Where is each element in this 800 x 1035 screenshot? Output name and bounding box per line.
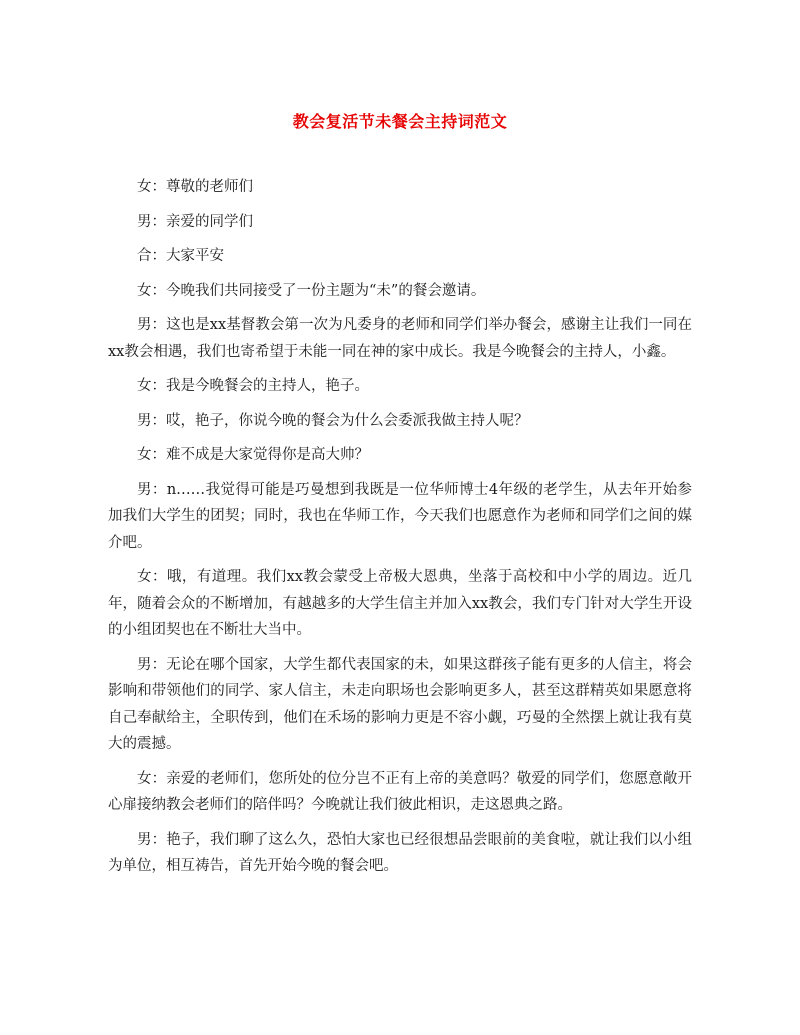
paragraph: 男：无论在哪个国家，大学生都代表国家的未，如果这群孩子能有更多的人信主，将会影响和带领他们的同学、家人信主，未走向职场也会影响更多人，甚至这群精英如果愿意将自己奉献给主，全职传到，他们在禾场的影响力更是不容小觑，巧曼的全然摆上就让我有莫大的震撼。 xyxy=(108,656,692,752)
paragraph: 女：难不成是大家觉得你是高大帅？ xyxy=(137,447,369,463)
paragraph: 男：哎，艳子，你说今晚的餐会为什么会委派我做主持人呢？ xyxy=(137,412,529,429)
paragraph: 女：我是今晚餐会的主持人，艳子。 xyxy=(137,378,369,394)
paragraph: 女：哦，有道理。我们xx教会蒙受上帝极大恩典，坐落于高校和中小学的周边。近几年，随着会众的不断增加，有越越多的大学生信主并加入xx教会，我们专门针对大学生开设的小组团契也在不断壮大当中。 xyxy=(108,569,692,638)
document-title: 教会复活节未餐会主持词范文 xyxy=(292,112,508,131)
paragraph: 女：今晚我们共同接受了一份主题为“未”的餐会邀请。 xyxy=(137,282,486,299)
paragraph: 女：尊敬的老师们 xyxy=(137,179,253,195)
paragraph: 女：亲爱的老师们，您所处的位分岂不正有上帝的美意吗？敬爱的同学们，您愿意敞开心扉接纳教会老师们的陪伴吗？今晚就让我们彼此相识，走这恩典之路。 xyxy=(108,770,692,813)
paragraph: 男：这也是xx基督教会第一次为凡委身的老师和同学们举办餐会，感谢主让我们一同在xx教会相遇，我们也寄希望于未能一同在神的家中成长。我是今晚餐会的主持人，小鑫。 xyxy=(108,317,692,360)
document-body xyxy=(108,174,692,888)
paragraph: 合：大家平安 xyxy=(137,248,224,264)
paragraph: 男：亲爱的同学们 xyxy=(137,213,253,230)
paragraph: 男：n……我觉得可能是巧曼想到我既是一位华师博士4年级的老学生，从去年开始参加我们大学生的团契；同时，我也在华师工作，今天我们也愿意作为老师和同学们之间的媒介吧。 xyxy=(108,481,692,551)
paragraph: 男：艳子，我们聊了这么久，恐怕大家也已经很想品尝眼前的美食啦，就让我们以小组为单位，相互祷告，首先开始今晚的餐会吧。 xyxy=(108,831,692,874)
